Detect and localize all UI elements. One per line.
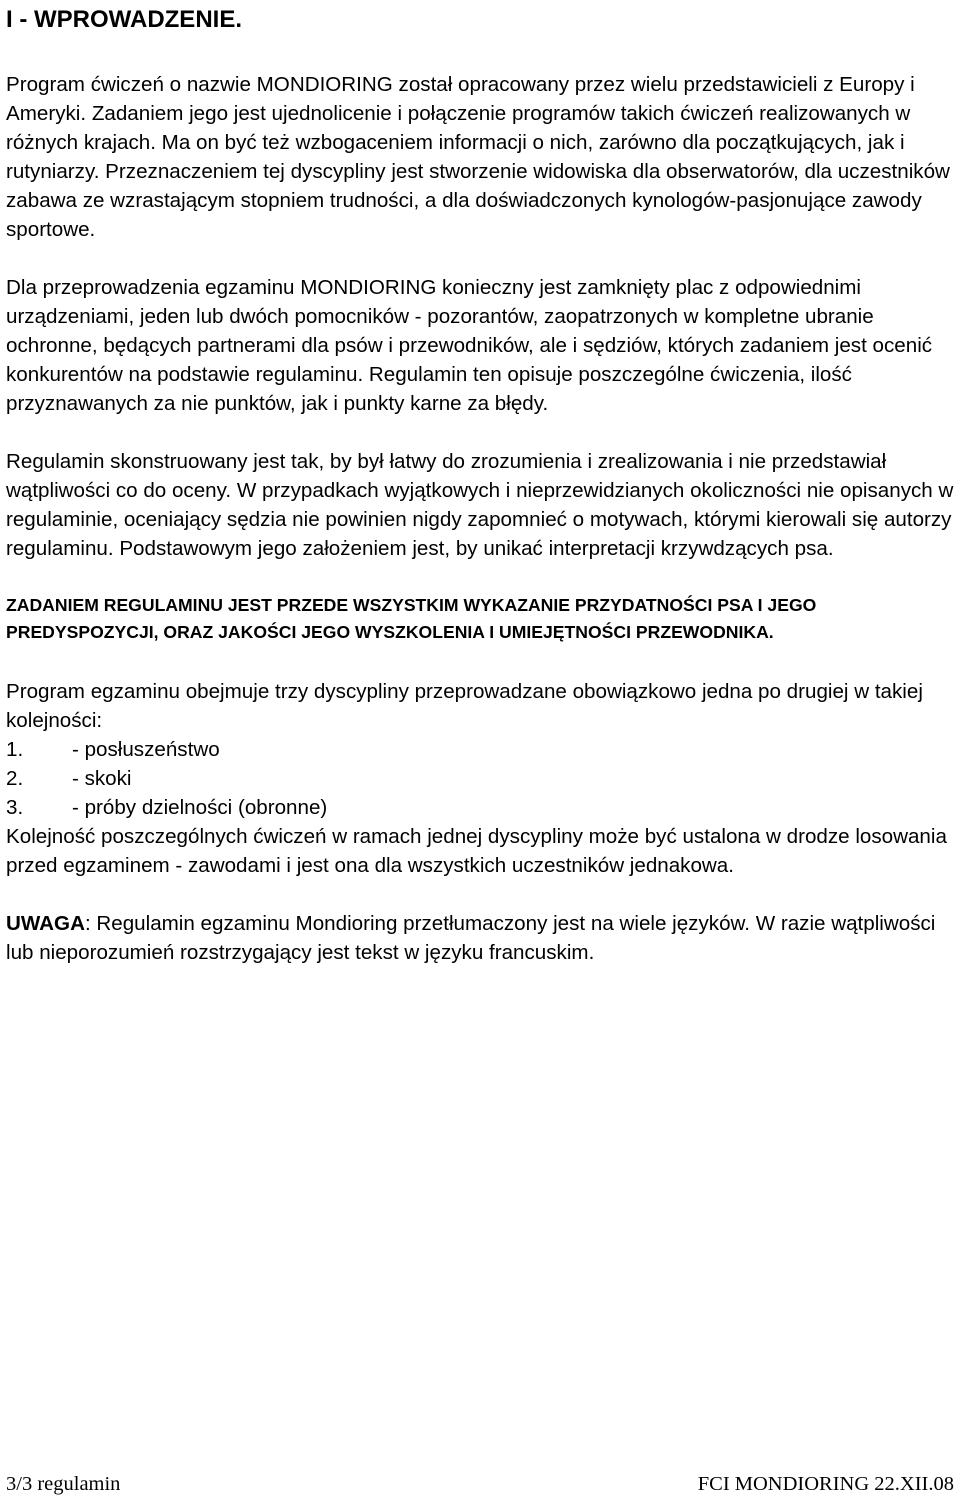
note-label: UWAGA (6, 912, 85, 935)
list-item-label: - próby dzielności (obronne) (72, 796, 328, 819)
list-item (6, 735, 956, 764)
paragraph-requirements: Dla przeprowadzenia egzaminu MONDIORING konieczny jest zamknięty plac z odpowiednimi urządzeniami, jeden lub dwóch pomocników - pozorantów, zaopatrzonych w kompletne ubranie ochronne, będących partnerami dla psów i przewodników, ale i sędziów, których zadaniem jest ocenić konkurentów na podstawie regulaminu. Regulamin ten opisuje poszczególne ćwiczenia, ilość przyznawanych za nie punktów, jak i punkty karne za błędy. (6, 276, 933, 415)
paragraph-rules: Regulamin skonstruowany jest tak, by był łatwy do zrozumienia i zrealizowania i nie przedstawiał wątpliwości co do oceny. W przypadkach wyjątkowych i nieprzewidzianych okoliczności nie opisanych w regulaminie, oceniający sędzia nie powinien nigdy zapomnieć o motywach, którymi kierowali się autorzy regulaminu. Podstawowym jego założeniem jest, by unikać interpretacji krzywdzących psa. (6, 450, 954, 560)
paragraph-note (6, 909, 956, 967)
note-text: : Regulamin egzaminu Mondioring przetłumaczony jest na wiele języków. W razie wątpliwości lub nieporozumień rozstrzygający jest tekst w języku francuskim. (6, 912, 936, 964)
list-item-number: 1. (6, 738, 24, 761)
paragraph-emphasis: ZADANIEM REGULAMINU JEST PRZEDE WSZYSTKIM WYKAZANIE PRZYDATNOŚCI PSA I JEGO PREDYSPOZYCJI, ORAZ JAKOŚCI JEGO WYSZKOLENIA I UMIEJĘTNOŚCI PRZEWODNIKA. (6, 595, 817, 642)
section-heading: I - WPROWADZENIE. (6, 6, 242, 33)
paragraph-program-intro: Program egzaminu obejmuje trzy dyscypliny przeprowadzane obowiązkowo jedna po drugiej w takiej kolejności: (6, 680, 923, 732)
page-footer (6, 1471, 954, 1497)
list-item (6, 793, 956, 822)
paragraph-order-note: Kolejność poszczególnych ćwiczeń w ramach jednej dyscypliny może być ustalona w drodze losowania przed egzaminem - zawodami i jest ona dla wszystkich uczestników jednakowa. (6, 825, 947, 877)
list-item-label: - posłuszeństwo (72, 738, 220, 761)
document-body (6, 0, 956, 967)
program-section (6, 677, 956, 880)
list-item-label: - skoki (72, 767, 132, 790)
disciplines-list (6, 735, 956, 822)
footer-document-id: FCI MONDIORING 22.XII.08 (697, 1473, 954, 1495)
paragraph-intro: Program ćwiczeń o nazwie MONDIORING został opracowany przez wielu przedstawicieli z Europy i Ameryki. Zadaniem jego jest ujednolicenie i połączenie programów takich ćwiczeń realizowanych w różnych krajach. Ma on być też wzbogaceniem informacji o nich, zarówno dla początkujących, jak i rutyniarzy. Przeznaczeniem tej dyscypliny jest stworzenie widowiska dla obserwatorów, dla uczestników zabawa ze wzrastającym stopniem trudności, a dla doświadczonych kynologów-pasjonujące zawody sportowe. (6, 73, 950, 241)
footer-page-label: 3/3 regulamin (6, 1473, 121, 1495)
list-item (6, 764, 956, 793)
list-item-number: 3. (6, 796, 24, 819)
list-item-number: 2. (6, 767, 24, 790)
